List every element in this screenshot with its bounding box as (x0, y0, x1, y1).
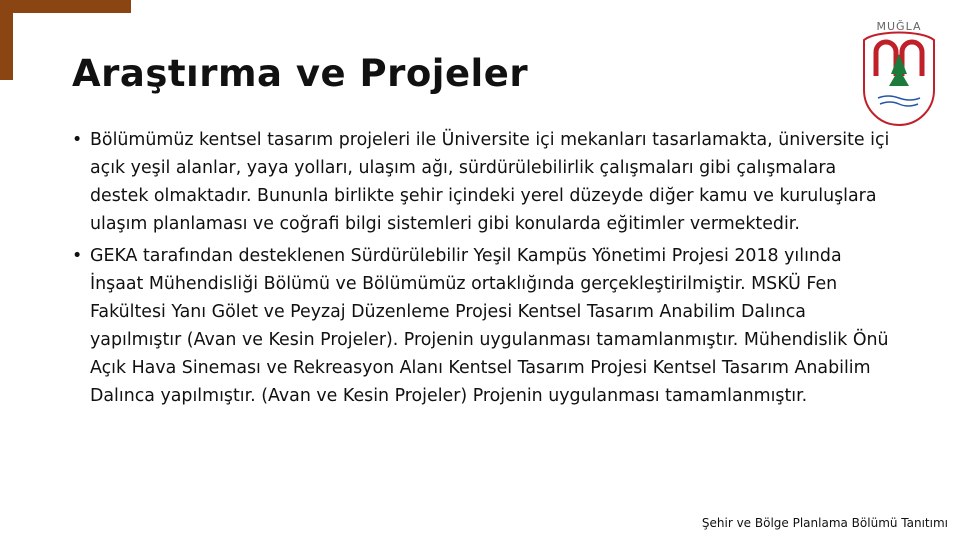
bullet-text: GEKA tarafından desteklenen Sürdürülebilir Yeşil Kampüs Yönetimi Projesi 2018 yılında İnşaat Mühendisliği Bölümü ve Bölümümüz ortaklığında gerçekleştirilmiştir. MSKÜ Fen Fakültesi Yanı Gölet ve Peyzaj Düzenleme Projesi Kentsel Tasarım Anabilim Dalınca yapılmıştır (Avan ve Kesin Projeler). Projenin uygulanması tamamlanmıştır. Mühendislik Önü Açık Hava Sineması ve Rekreasyon Alanı Kentsel Tasarım Projesi Kentsel Tasarım Anabilim Dalınca yapılmıştır. (Avan ve Kesin Projeler) Projenin uygulanması tamamlanmıştır. (90, 246, 889, 406)
university-logo-icon (856, 16, 942, 126)
bullet-item-1 (72, 126, 892, 238)
slide-title: Araştırma ve Projeler (72, 52, 529, 95)
accent-bar-horizontal (13, 0, 131, 13)
footer-caption: Şehir ve Bölge Planlama Bölümü Tanıtımı (701, 516, 948, 530)
bullet-marker: • (72, 246, 83, 266)
accent-bar-vertical (0, 0, 13, 80)
bullet-text: Bölümümüz kentsel tasarım projeleri ile Üniversite içi mekanları tasarlamakta, üniversite içi açık yeşil alanlar, yaya yolları, ulaşım ağı, sürdürülebilirlik çalışmaları gibi çalışmalara destek olmaktadır. Bununla birlikte şehir içindeki yerel düzeyde diğer kamu ve kuruluşlara ulaşım planlaması ve coğrafi bilgi sistemleri gibi konularda eğitimler vermektedir. (90, 130, 890, 234)
svg-text:MUĞLA: MUĞLA (876, 20, 922, 33)
bullet-item-2 (72, 242, 892, 410)
bullet-marker: • (72, 130, 83, 150)
bullet-list (72, 126, 892, 414)
